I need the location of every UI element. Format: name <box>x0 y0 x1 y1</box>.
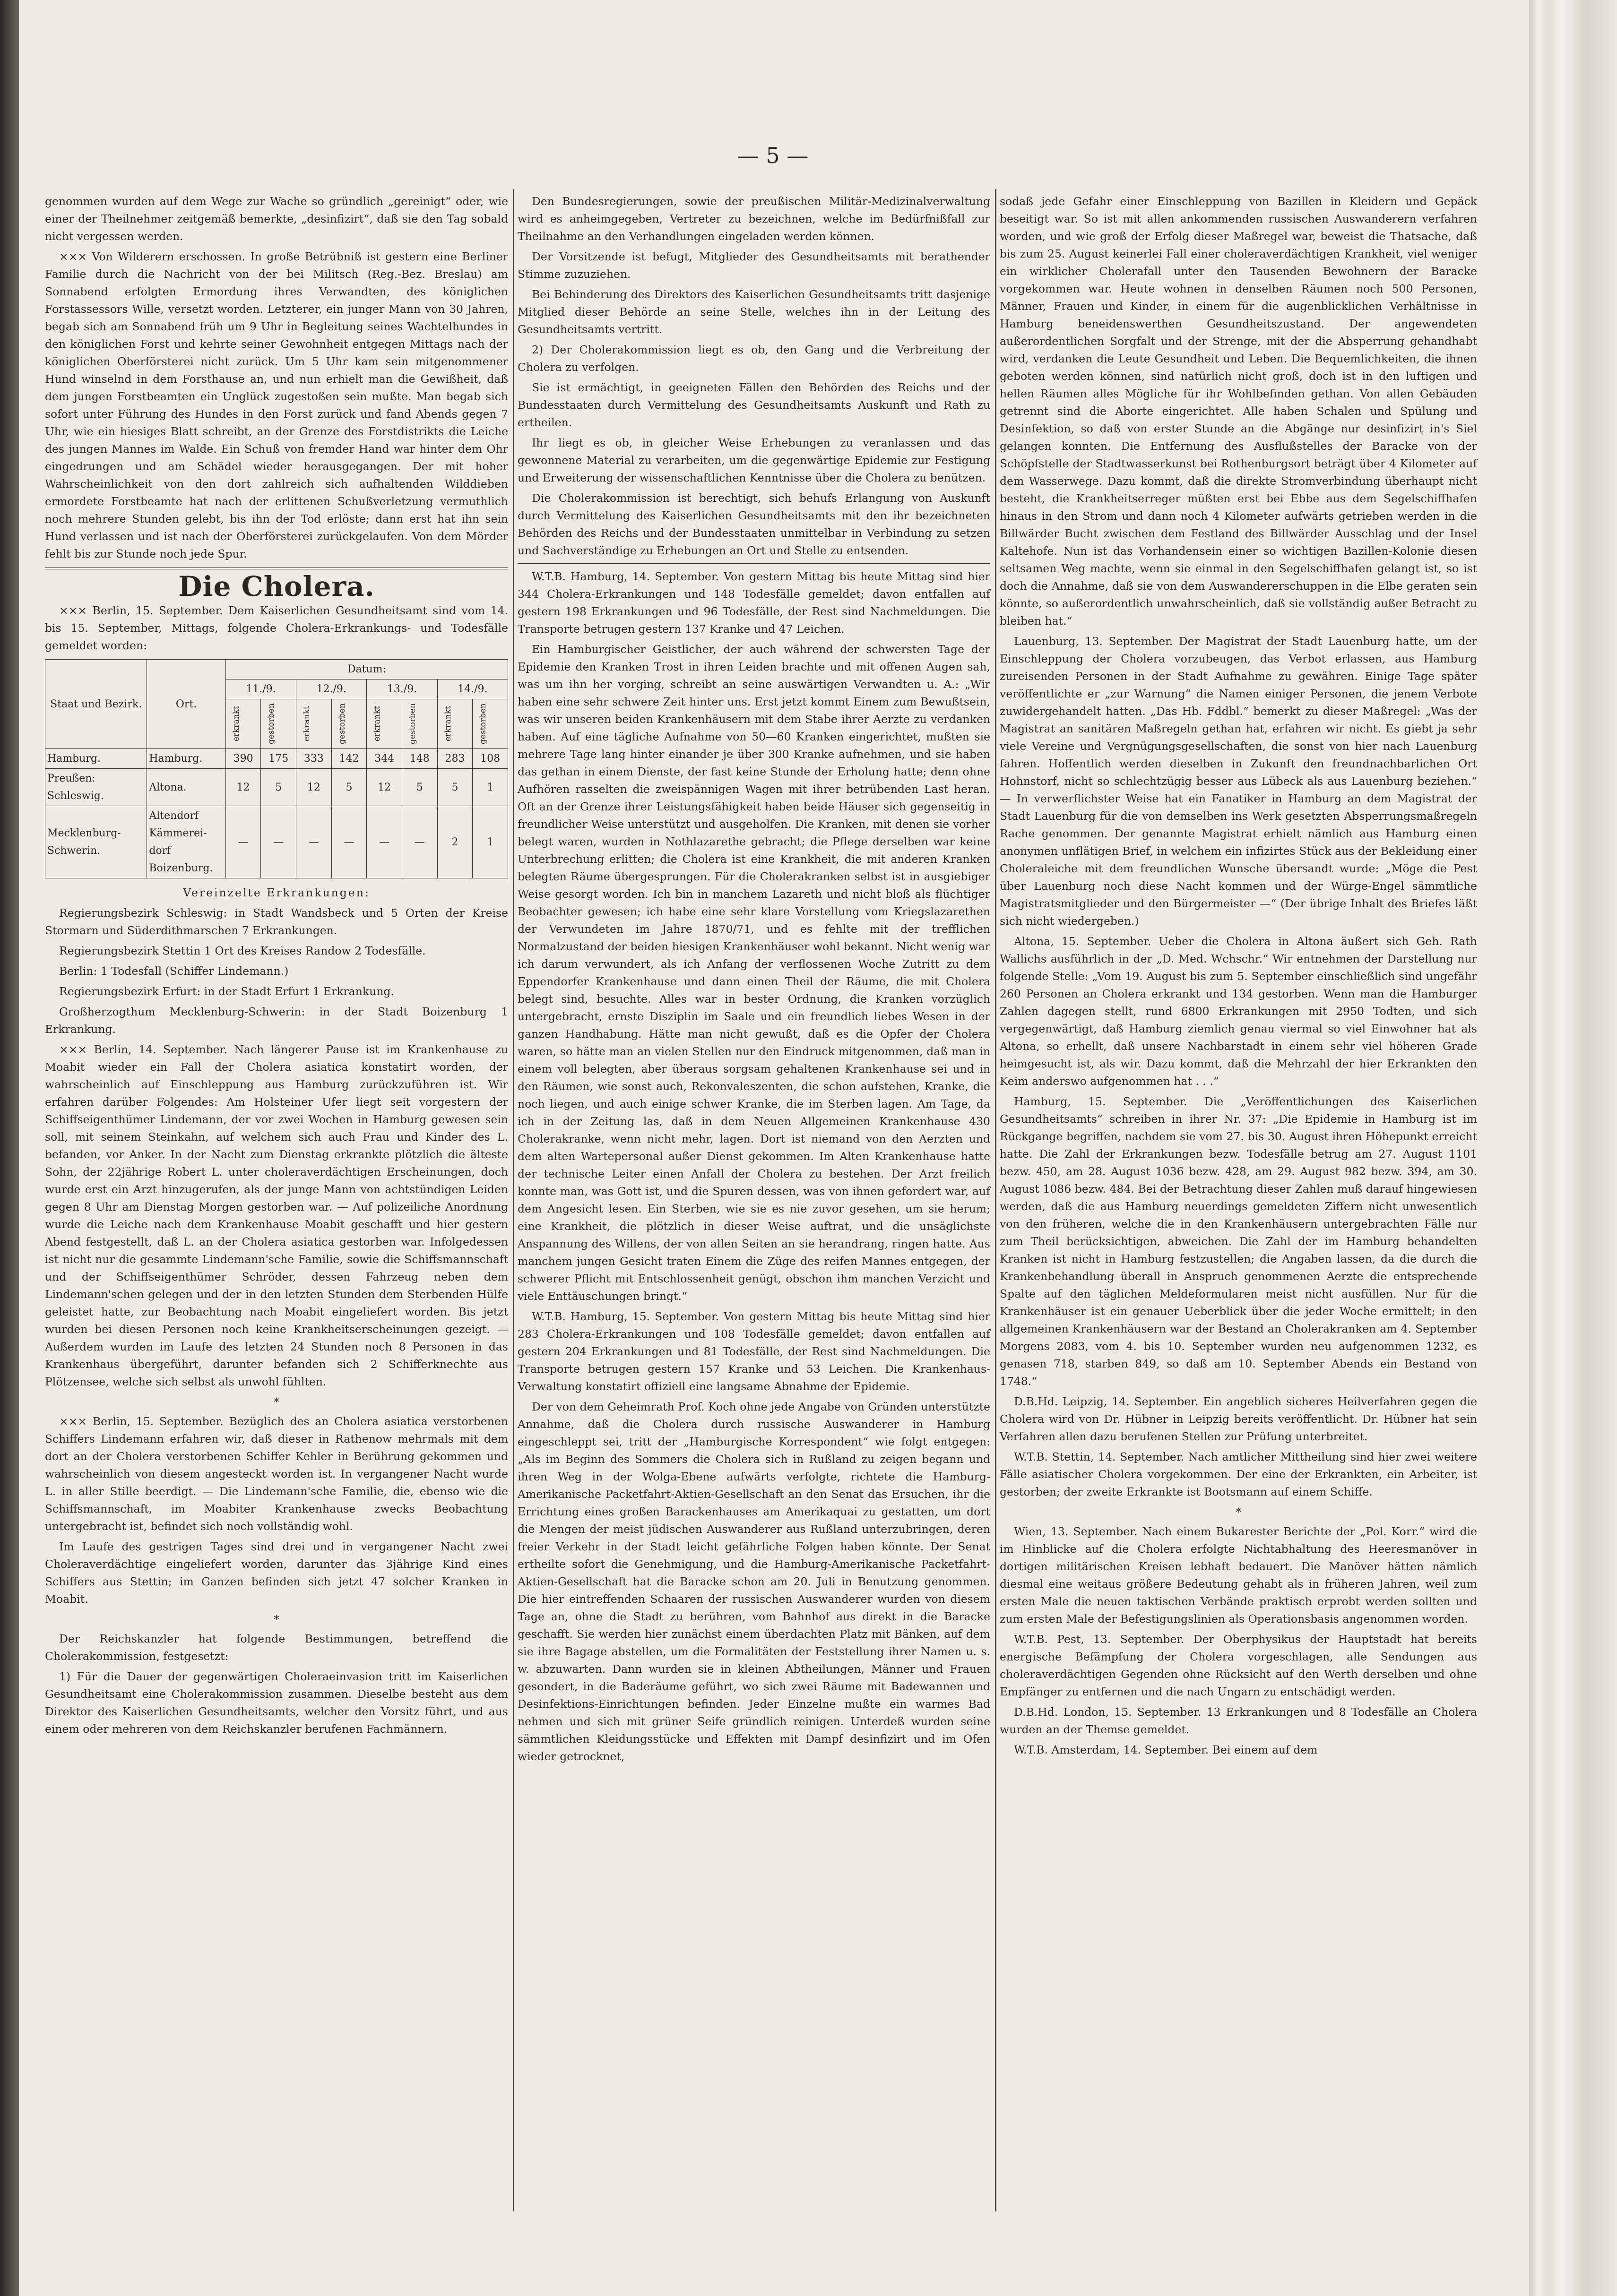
table-row <box>45 806 508 878</box>
paragraph: Den Bundesregierungen, sowie der preußischen Militär-Medizinalverwaltung wird es anheimgegeben, Vertreter zu bezeichnen, welche im Bedürfnißfall zur Theilnahme an den Verhandlungen eingeladen werden können. <box>518 195 990 243</box>
section-divider <box>518 563 990 564</box>
table-cell: Altendorf Kämmerei-dorf Boizenburg. <box>147 806 225 878</box>
table-cell: — <box>331 806 367 878</box>
table-cell: Hamburg. <box>147 749 225 769</box>
table-cell: 390 <box>225 749 261 769</box>
table-cell: 5 <box>261 769 296 806</box>
paragraph: Regierungsbezirk Schleswig: in Stadt Wandsbeck und 5 Orten der Kreise Stormarn und Süderdithmarschen 7 Erkrankungen. <box>45 906 508 937</box>
paragraph: W.T.B. Hamburg, 14. September. Von gestern Mittag bis heute Mittag sind hier 344 Cholera-Erkrankungen und 148 Todesfälle gemeldet; davon entfallen auf gestern 198 Erkrankungen und 96 Todesfälle, der Rest sind Nachmeldungen. Die Transporte betrugen gestern 137 Kranke und 47 Leichen. <box>518 570 990 636</box>
table-cell: — <box>225 806 261 878</box>
table-header-staat: Staat und Bezirk. <box>45 660 147 749</box>
paragraph: genommen wurden auf dem Wege zur Wache so gründlich „gereinigt“ oder, wie einer der Theilnehmer zeitgemäß bemerkte, „desinfizirt“, daß sie den Tag sobald nicht vergessen werden. <box>45 195 508 243</box>
table-cell: 12 <box>367 769 402 806</box>
table-subheader: gestorben <box>331 699 367 749</box>
separator-asterisk: * <box>274 1613 279 1626</box>
paragraph: Im Laufe des gestrigen Tages sind drei und in vergangener Nacht zwei Choleraverdächtige eingeliefert worden, darunter das 3jährige Kind eines Schiffers aus Stettin; im Ganzen befinden sich jetzt 47 solcher Kranken in Moabit. <box>45 1540 508 1606</box>
paragraph: Der Vorsitzende ist befugt, Mitglieder des Gesundheitsamts mit berathender Stimme zuzuziehen. <box>518 250 990 281</box>
table-cell: 142 <box>331 749 367 769</box>
table-cell: — <box>261 806 296 878</box>
paragraph: W.T.B. Pest, 13. September. Der Oberphysikus der Hauptstadt hat bereits energische Befämpfung der Cholera vorgeschlagen, alle Sendungen aus choleraverdächtigen Gegenden ohne Rücksicht auf den Werth derselben und ohne Empfänger zu entfernen und die nach Ungarn zu entschädigt werden. <box>1000 1633 1477 1698</box>
table-cell: — <box>367 806 402 878</box>
paragraph: Berlin: 1 Todesfall (Schiffer Lindemann.) <box>59 964 289 978</box>
paragraph: Großherzogthum Mecklenburg-Schwerin: in der Stadt Boizenburg 1 Erkrankung. <box>45 1005 508 1036</box>
paragraph: D.B.Hd. London, 15. September. 13 Erkrankungen und 8 Todesfälle an Cholera wurden an der Themse gemeldet. <box>1000 1705 1477 1736</box>
table-cell: 175 <box>261 749 296 769</box>
table-cell: 333 <box>296 749 332 769</box>
table-cell: 2 <box>437 806 473 878</box>
table-date: 14./9. <box>437 679 508 699</box>
column-1 <box>45 193 508 1741</box>
paragraph: W.T.B. Hamburg, 15. September. Von gestern Mittag bis heute Mittag sind hier 283 Cholera-Erkrankungen und 108 Todesfälle gemeldet; davon entfallen auf gestern 204 Erkrankungen und 81 Todesfälle, der Rest sind Nachmeldungen. Die Transporte betrugen gestern 157 Kranke und 53 Leichen. Die Krankenhaus-Verwaltung konstatirt offiziell eine langsame Abnahme der Epidemie. <box>518 1310 990 1393</box>
cholera-statistics-table <box>45 659 508 878</box>
table-cell: 5 <box>402 769 438 806</box>
table-cell: 283 <box>437 749 473 769</box>
paragraph: W.T.B. Stettin, 14. September. Nach amtlicher Mittheilung sind hier zwei weitere Fälle asiatischer Cholera vorgekommen. Der eine der Erkrankten, ein Arbeiter, ist gestorben; der zweite Erkrankte ist Bootsmann auf einem Schiffe. <box>1000 1450 1477 1498</box>
table-subheader: erkrankt <box>225 699 261 749</box>
table-cell: Mecklenburg-Schwerin. <box>45 806 147 878</box>
paragraph: Die Cholerakommission ist berechtigt, sich behufs Erlangung von Auskunft durch Vermittelung des Kaiserlichen Gesundheitsamts mit den ihr bezeichneten Behörden des Reichs und der Bundesstaaten unmittelbar in Verbindung zu setzen und Sachverständige zu Erhebungen an Ort und Stelle zu entsenden. <box>518 491 990 557</box>
table-row <box>45 749 508 769</box>
paragraph: Regierungsbezirk Erfurt: in der Stadt Erfurt 1 Erkrankung. <box>59 985 394 998</box>
table-cell: 344 <box>367 749 402 769</box>
paragraph: Regierungsbezirk Stettin 1 Ort des Kreises Randow 2 Todesfälle. <box>59 944 426 957</box>
separator-asterisk: * <box>274 1395 279 1409</box>
table-subheader: gestorben <box>261 699 296 749</box>
paragraph: ××× Berlin, 14. September. Nach längerer Pause ist im Krankenhause zu Moabit wieder ein Fall der Cholera asiatica konstatirt worden, der wahrscheinlich auf Einschleppung aus Hamburg zurückzuführen ist. Wir erfahren darüber Folgendes: Am Holsteiner Ufer liegt seit vorgestern der Schiffseigenthümer Lindemann, der vor zwei Wochen in Hamburg gewesen sein soll, mit seinem Steinkahn, auf welchem sich auch Frau und Kinder des L. befanden, vor Anker. In der Nacht zum Dienstag erkrankte plötzlich die älteste Sohn, der 22jährige Robert L. unter choleraverdächtigen Erscheinungen, doch wurde erst ein Arzt hinzugerufen, als der junge Mann von achtstündigen Leiden gegen 8 Uhr am Dienstag Morgen gestorben war. — Auf polizeiliche Anordnung wurde die Leiche nach dem Krankenhause Moabit geschafft und hier gestern Abend festgestellt, daß L. an der Cholera asiatica gestorben war. Infolgedessen ist nicht nur die gesammte Lindemann'sche Familie, sowie die Schiffsmannschaft und der Schiffseigenthümer Schröder, dessen Fahrzeug neben dem Lindemann'schen gelegen und der in den letzten Stunden dem Sterbenden Hülfe geleistet hatte, zur Beobachtung nach Moabit eingeliefert worden. Bis jetzt wurden bei diesen Personen noch keine Krankheitserscheinungen gezeigt. — Außerdem wurden im Laufe des letzten 24 Stunden noch 8 Personen in das Krankenhaus übergeführt, darunter befanden sich 2 Schifferknechte aus Plötzensee, welche sich selbst als unwohl fühlten. <box>45 1043 508 1388</box>
paragraph: Sie ist ermächtigt, in geeigneten Fällen den Behörden des Reichs und der Bundesstaaten durch Vermittelung des Gesundheitsamts Auskunft und Rath zu ertheilen. <box>518 381 990 429</box>
table-subheader: erkrankt <box>296 699 332 749</box>
paragraph: sodaß jede Gefahr einer Einschleppung von Bazillen in Kleidern und Gepäck beseitigt war. So ist mit allen ankommenden russischen Auswanderern verfahren worden, und wie groß der Erfolg dieser Maßregel war, beweist die Thatsache, daß bis zum 25. August keinerlei Fall einer choleraverdächtigen Krankheit, viel weniger ein wirklicher Cholerafall unter den Tausenden Bewohnern der Baracke vorgekommen war. Heute wohnen in denselben Räumen noch 500 Personen, Männer, Frauen und Kinder, in einem für die augenblicklichen Verhältnisse in Hamburg beneidenswerthen Gesundheitszustand. Der angewendeten außerordentlichen Sorgfalt und der Strenge, mit der die Absperrung gehandhabt wird, verdanken die Leute Gesundheit und Leben. Die Bequemlichkeiten, die ihnen geboten werden können, sind natürlich nicht groß, doch ist in den luftigen und hellen Räumen alles Mögliche für ihr Wohlbefinden gethan. Von allen Gebäuden getrennt sind die Aborte eingerichtet. Alle haben Schalen und Spülung und Desinfektion, so daß von erster Stunde an die Abgänge nur desinfizirt in's Siel gelangen konnten. Die Entfernung des Ausflußstelles der Baracke von der Schöpfstelle der Stadtwasserkunst bei Rothenburgsort beträgt über 4 Kilometer auf dem Wasserwege. Dazu kommt, daß die direkte Stromverbindung überhaupt nicht besteht, die Krankheitserreger müßten erst bei Ebbe aus dem Segelschiffhafen hinaus in den Strom und dann noch 4 Kilometer aufwärts getrieben werden in die Billwärder Bucht zwischen dem Festland des Billwärder Ausschlag und der Insel Kaltehofe. Nun ist das Vorhandensein einer so wichtigen Bazillen-Kolonie diesen seltsamen Weg machte, wenn sie einmal in den Segelschiffhafen gelangt ist, so ist doch die Annahme, daß sie von dem Auswandererschuppen in die Elbe geraten sein könnte, so außerordentlich unwahrscheinlich, daß sie vollständig außer Betracht zu bleiben hat.“ <box>1000 195 1477 628</box>
section-title: Die Cholera. <box>178 570 375 602</box>
binding-shadow <box>0 0 19 2296</box>
table-cell: Hamburg. <box>45 749 147 769</box>
column-2 <box>518 193 990 1768</box>
table-cell: Preußen: Schleswig. <box>45 769 147 806</box>
paragraph: Ein Hamburgischer Geistlicher, der auch während der schwersten Tage der Epidemie den Kranken Trost in ihren Leiden brachte und mit offenen Augen sah, was um ihn her vorging, schreibt an seine auswärtigen Verwandten u. A.: „Wir haben eine sehr schwere Zeit hinter uns. Erst jetzt kommt Einem zum Bewußtsein, was wir unseren beiden Krankenhäusern mit dem Stabe ihrer Aerzte zu verdanken haben. Auf eine tägliche Aufnahme von 50—60 Kranken eingerichtet, mußten sie mehrere Tage lang hinter einander je über 300 Kranke aufnehmen, und sie haben das gethan in einem Dienste, der fast keine Stunde der Erholung hatte; denn ohne Aufhören rasselten die zweispännigen Wagen mit ihrer betrübenden Last heran. Oft an der Grenze ihrer Leistungsfähigkeit haben beide Häuser sich gegenseitig in freundlicher Weise unterstützt und ausgeholfen. Die Kranken, mit denen sie vorher belegt waren, wurden in Nothlazarethe gebracht; die Pflege derselben war keine Unterbrechung erlitten; die Cholera ist eine Krankheit, die mit anderen Kranken belegten Räume übergesprungen. Für die Cholerakranken selbst ist in ausgiebiger Weise gesorgt worden. Ich bin in manchem Lazareth und nicht bloß als flüchtiger Beobachter gewesen; ich habe eine sehr klare Vorstellung vom Kriegslazarethen der Verwundeten im Jahre 1870/71, und es fehlte mit der trefflichen Normalzustand der beiden hiesigen Krankenhäuser wohl bekannt. Nicht wenig war ich darum verwundert, als ich Anfang der verflossenen Woche Zutritt zu dem Eppendorfer Krankenhause und dann einen Theil der Räume, die mit Cholera belegt sind, besuchte. Alles war in bester Ordnung, die Kranken vorzüglich untergebracht, ernste Disziplin im Saale und ein freundlich liebes Wesen in der ganzen Handhabung. Hätte man nicht gewußt, daß es die Opfer der Cholera waren, so hätte man an vielen Stellen nur den Eindruck mitgenommen, daß man in einem voll belegten, aber überaus sorgsam gehaltenen Krankenhause sei und in den Räumen, wie sonst auch, Rekonvaleszenten, die schon aufstehen, Kranke, die noch liegen, und auch einige schwer Kranke, die im Sterben lagen. Am Tage, da ich in der Zeitung las, daß in dem Neuen Allgemeinen Krankenhause 430 Cholerakranke, wenn nicht mehr, lagen. Dort ist niemand von den Aerzten und dem alten Wartepersonal außer Dienst gekommen. Im Alten Krankenhause hatte der technische Leiter einen Anfall der Cholera zu bestehen. Der Arzt freilich konnte man, was Gott ist, und die Spuren dessen, was von ihnen gefordert war, auf dem Angesicht lesen. Ein Sterben, wie sie es nie zuvor gesehen, um sie herum; eine Krankheit, die plötzlich in dieser Weise auftrat, und die unsäglichste Anspannung des Willens, der von allen Seiten an sie herandrang, ringen hatte. Aus manchem jungen Gesicht traten Einem die Züge des reifen Mannes entgegen, der schwerer Pflicht mit Entschlossenheit genügt, obschon ihm manchen Verzicht und viele Enttäuschungen bringt.“ <box>518 643 990 1303</box>
table-subheader: erkrankt <box>367 699 402 749</box>
table-cell: — <box>402 806 438 878</box>
page-stack-edge <box>1529 0 1617 2296</box>
table-cell: 148 <box>402 749 438 769</box>
paragraph: 2) Der Cholerakommission liegt es ob, den Gang und die Verbreitung der Cholera zu verfolgen. <box>518 343 990 374</box>
paragraph: Lauenburg, 13. September. Der Magistrat der Stadt Lauenburg hatte, um der Einschleppung der Cholera vorzubeugen, das Verbot erlassen, aus Hamburg zureisenden Personen in der Stadt Aufnahme zu gewähren. Einige Tage später veröffentlichte er „zur Warnung“ die Namen einiger Personen, die jenem Verbote zuwidergehandelt hatten. „Das Hb. Fddbl.“ bemerkt zu dieser Maßregel: „Was der Magistrat an sanitären Maßregeln gethan hat, erfahren wir nicht. Es giebt ja sehr viele Vereine und Vergnügungsgesellschaften, die sonst von hier nach Lauenburg fahren. Hoffentlich werden dieselben in Zukunft den freundnachbarlichen Ort Hohnstorf, nicht so schlechtzügig besser aus Lübeck als aus Lauenburg beziehen.“ — In verwerflichster Weise hat ein Fanatiker in Hamburg an dem Magistrat der Stadt Lauenburg für die von demselben ins Werk gesetzten Absperrungsmaßregeln Rache genommen. Der genannte Magistrat erhielt nämlich aus Hamburg einen anonymen unflätigen Brief, in welchem ein infizirtes Stück aus der Bekleidung einer Choleraleiche mit dem freundlichen Wunsche übersandt wurde: „Möge die Pest über Lauenburg noch diese Nacht kommen und der Würge-Engel sämmtliche Magistratsmitglieder und den Bürgermeister —“ (Der übrige Inhalt des Briefes läßt sich nicht wiedergeben.) <box>1000 635 1477 928</box>
separator-asterisk: * <box>1236 1505 1241 1519</box>
table-cell: 12 <box>296 769 332 806</box>
paragraph: 1) Für die Dauer der gegenwärtigen Choleraeinvasion tritt im Kaiserlichen Gesundheitsamt eine Cholerakommission zusammen. Dieselbe besteht aus dem Direktor des Kaiserlichen Gesundheitsamts, welcher den Vorsitz führt, und aus einem oder mehreren von dem Reichskanzler berufenen Fachmännern. <box>45 1670 508 1736</box>
paragraph: Ihr liegt es ob, in gleicher Weise Erhebungen zu veranlassen und das gewonnene Material zu verarbeiten, um die gegenwärtige Epidemie zur Festigung und Erweiterung der wissenschaftlichen Kenntnisse über die Cholera zu benützen. <box>518 436 990 484</box>
page-number: — 5 — <box>737 143 809 168</box>
column-3 <box>1000 193 1477 1762</box>
table-cell: 108 <box>473 749 508 769</box>
paragraph: ××× Berlin, 15. September. Bezüglich des an Cholera asiatica verstorbenen Schiffers Lindemann erfahren wir, daß dieser in Rathenow mehrmals mit dem dort an der Cholera verstorbenen Schiffer Kehler in Berührung gekommen und wahrscheinlich von diesem angesteckt worden ist. In vergangener Nacht wurde L. in aller Stille beerdigt. — Die Lindemann'sche Familie, die, ebenso wie die Schiffsmannschaft, im Moabiter Krankenhause zwecks Beobachtung untergebracht ist, befindet sich noch vollständig wohl. <box>45 1415 508 1533</box>
paragraph: Wien, 13. September. Nach einem Bukarester Berichte der „Pol. Korr.“ wird die im Hinblicke auf die Cholera erfolgte Nichtabhaltung des Heeresmanöver in dortigen militärischen Kreisen lebhaft bedauert. Die Manöver hätten nämlich diesmal eine weitaus größere Bedeutung gehabt als in früheren Jahren, weil zum ersten Male die neuen taktischen Verbände praktisch erprobt werden sollten und zum ersten Male der Befestigungslinien als Operationsbasis angenommen worden. <box>1000 1525 1477 1625</box>
subheading: Vereinzelte Erkrankungen: <box>183 886 370 899</box>
table-cell: 1 <box>473 806 508 878</box>
paragraph: Der von dem Geheimrath Prof. Koch ohne jede Angabe von Gründen unterstützte Annahme, daß die Cholera durch russische Auswanderer in Hamburg eingeschleppt sei, tritt der „Hamburgische Korrespondent“ wie folgt entgegen: „Als im Beginn des Sommers die Cholera sich in Rußland zu zeigen begann und ihren Weg in der Wolga-Ebene aufwärts verfolgte, richtete die Hamburg-Amerikanische Packetfahrt-Aktien-Gesellschaft an den Senat das Ersuchen, ihr die Errichtung eines großen Barackenhauses am Amerikaquai zu gestatten, um dort die Mengen der meist jüdischen Auswanderer aus Rußland unterzubringen, deren freier Verkehr in der Stadt leicht gefährliche Folgen haben könnte. Der Senat ertheilte sofort die Genehmigung, und die Hamburg-Amerikanische Packetfahrt-Aktien-Gesellschaft hat die Baracke schon am 20. Juli in Benutzung genommen. Die hier eintreffenden Schaaren der russischen Auswanderer wurden von diesem Tage an, ohne die Stadt zu berühren, vom Bahnhof aus direkt in die Baracke geschafft. Sie werden hier zunächst einem überdachten Platz mit Bänken, auf dem sie ihre Bagage abstellen, um die Formalitäten der Feststellung ihrer Namen u. s. w. abzuwarten. Dann wurden sie in kleinen Abtheilungen, Männer und Frauen gesondert, in die Baderäume geführt, wo sich zwei Räume mit Badewannen und Desinfektions-Einrichtungen befinden. Jeder Einzelne mußte ein warmes Bad nehmen und sich mit grüner Seife gründlich reinigen. Unterdeß wurden seine sämmtlichen Kleidungsstücke und Effekten mit Dampf desinfizirt und im Ofen wieder getrocknet, <box>518 1400 990 1763</box>
table-header-ort: Ort. <box>147 660 225 749</box>
table-cell: Altona. <box>147 769 225 806</box>
table-cell: — <box>296 806 332 878</box>
table-header-datum: Datum: <box>225 660 508 679</box>
table-subheader: erkrankt <box>437 699 473 749</box>
paragraph: Altona, 15. September. Ueber die Cholera in Altona äußert sich Geh. Rath Wallichs ausführlich in der „D. Med. Wchschr.“ Wir entnehmen der Darstellung nur folgende Stelle: „Vom 19. August bis zum 5. September einschließlich sind ungefähr 260 Personen an Cholera erkrankt und 134 gestorben. Wenn man die Hamburger Zahlen dagegen stellt, rund 6800 Erkrankungen mit 2950 Todten, und sich vergegenwärtigt, daß Hamburg ziemlich genau viermal so viel Einwohner hat als Altona, so erhellt, daß unsere Nachbarstadt in einem sehr viel höheren Grade heimgesucht ist, als wir. Dazu kommt, daß die Mehrzahl der hier Erkrankten den Keim anderswo aufgenommen hat . . .“ <box>1000 935 1477 1088</box>
table-cell: 12 <box>225 769 261 806</box>
table-date: 11./9. <box>225 679 296 699</box>
column-rule <box>513 189 514 2211</box>
table-cell: 1 <box>473 769 508 806</box>
table-cell: 5 <box>437 769 473 806</box>
paragraph: Hamburg, 15. September. Die „Veröffentlichungen des Kaiserlichen Gesundheitsamts“ schreiben in ihrer Nr. 37: „Die Epidemie in Hamburg ist im Rückgange begriffen, nachdem sie vom 27. bis 30. August ihren Höhepunkt erreicht hatte. Die Zahl der Erkrankungen bezw. Todesfälle betrug am 27. August 1101 bezw. 450, am 28. August 1036 bezw. 428, am 29. August 982 bezw. 394, am 30. August 1086 bezw. 484. Bei der Betrachtung dieser Zahlen muß darauf hingewiesen werden, daß die aus Hamburg neuerdings gemeldeten Ziffern nicht unwesentlich von den früheren, welche die in den Krankenhäusern untergebrachten Fälle nur zum Theil berücksichtigen, abweichen. Die Zahl der im Hamburg behandelten Kranken ist nicht in Hamburg festzustellen; die Angaben lassen, da die durch die Krankenbehandlung überall in Anspruch genommenen Aerzte die entsprechende Spalte auf den täglichen Meldeformularen meist nicht ausfüllen. Nur für die Krankenhäuser ist ein genauer Ueberblick über die jeder Woche ermittelt; in den allgemeinen Krankenhäusern war der Bestand an Cholerakranken am 4. September Morgens 2083, vom 4. bis 10. September wurden neu aufgenommen 1232, es genasen 718, starben 849, so daß am 10. September Abends ein Bestand von 1748.“ <box>1000 1095 1477 1388</box>
paragraph: ××× Von Wilderern erschossen. In große Betrübniß ist gestern eine Berliner Familie durch die Nachricht von der bei Militsch (Reg.-Bez. Breslau) am Sonnabend erfolgten Ermordung ihres Verwandten, des königlichen Forstassessors Wille, versetzt worden. Letzterer, ein junger Mann von 30 Jahren, begab sich am Sonnabend früh um 9 Uhr in Begleitung seines Wachtelhundes in den königlichen Forst und kehrte seiner Gewohnheit entgegen Mittags nach der königlichen Oberförsterei nicht zurück. Um 5 Uhr kam sein mitgenommener Hund winselnd in dem Forsthause an, und nun erhielt man die Gewißheit, daß dem jungen Forstbeamten ein Unglück zugestoßen sein mußte. Man begab sich sofort unter Führung des Hundes in den Forst zurück und fand Abends gegen 7 Uhr, wie ein hiesiges Blatt schreibt, an der Grenze des Forstdistrikts die Leiche des jungen Mannes im Walde. Ein Schuß von fremder Hand war hinter dem Ohr eingedrungen und am Schädel wieder herausgegangen. Der mit hoher Wahrscheinlichkeit von den dort zahlreich sich aufhaltenden Wilddieben ermordete Forstbeamte hat nach der erlittenen Schußverletzung vermuthlich noch mehrere Stunden gelebt, bis ihn der Tod erlöste; dann erst hat ihn sein Hund verlassen und ist nach der Oberförsterei zurückgelaufen. Von dem Mörder fehlt bis zur Stunde noch jede Spur. <box>45 250 508 560</box>
table-row <box>45 769 508 806</box>
paragraph: ××× Berlin, 15. September. Dem Kaiserlichen Gesundheitsamt sind vom 14. bis 15. September, Mittags, folgende Cholera-Erkrankungs- und Todesfälle gemeldet worden: <box>45 604 508 652</box>
paragraph: Der Reichskanzler hat folgende Bestimmungen, betreffend die Cholerakommission, festgesetzt: <box>45 1632 508 1663</box>
paragraph: W.T.B. Amsterdam, 14. September. Bei einem auf dem <box>1014 1743 1318 1756</box>
table-subheader: gestorben <box>402 699 438 749</box>
column-rule <box>995 189 996 2211</box>
table-subheader: gestorben <box>473 699 508 749</box>
paragraph: Bei Behinderung des Direktors des Kaiserlichen Gesundheitsamts tritt dasjenige Mitglied dieser Behörde an seine Stelle, welches ihn in der Leitung des Gesundheitsamts vertritt. <box>518 288 990 336</box>
table-date: 12./9. <box>296 679 367 699</box>
paragraph: D.B.Hd. Leipzig, 14. September. Ein angeblich sicheres Heilverfahren gegen die Cholera wird von Dr. Hübner in Leipzig bereits veröffentlicht. Dr. Hübner hat sein Verfahren allen dazu berufenen Stellen zur Prüfung unterbreitet. <box>1000 1395 1477 1443</box>
table-date: 13./9. <box>367 679 437 699</box>
section-divider <box>45 568 508 569</box>
table-cell: 5 <box>331 769 367 806</box>
